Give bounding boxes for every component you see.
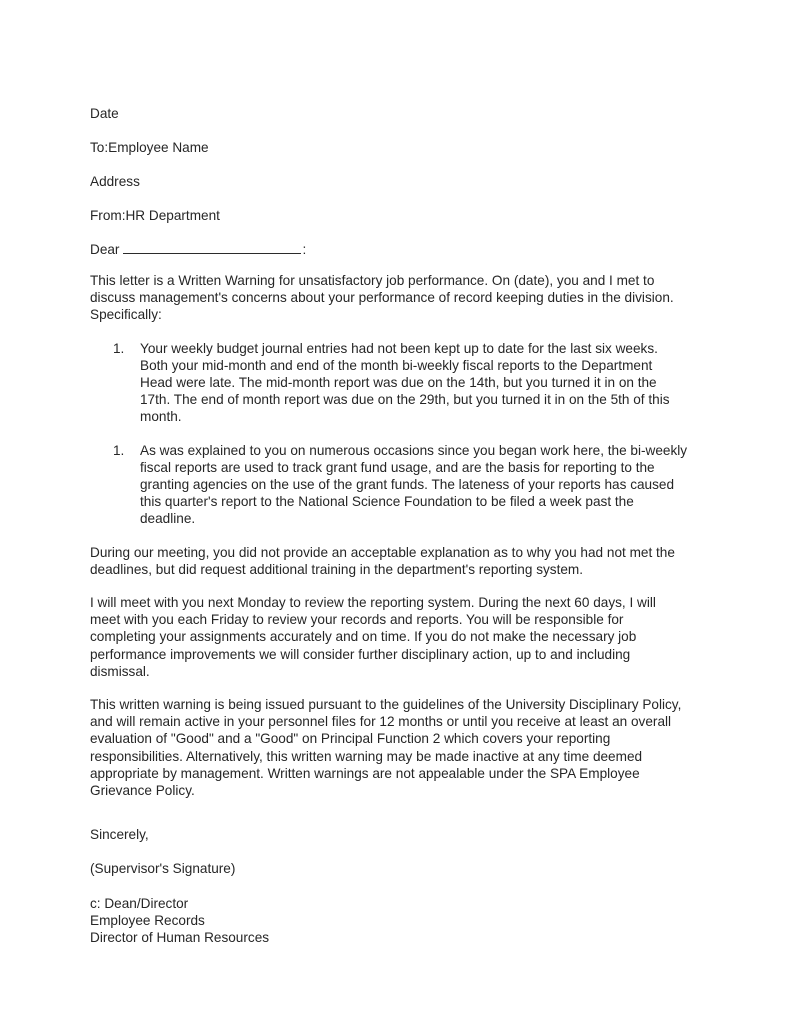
salutation-line	[90, 242, 688, 258]
numbered-list	[90, 340, 688, 528]
letter-header-block	[90, 106, 688, 224]
list-item-text: Your weekly budget journal entries had not been kept up to date for the last six weeks. Both your mid-month and end of the month bi-weekly fiscal reports to the Department Head were late. The mid-month report was due on the 14th, but you turned it in on the 17th. The end of month report was due on the 29th, but you turned it in on the 5th of this month.	[140, 340, 670, 425]
header-line-address: Address	[90, 174, 140, 189]
list-item	[90, 442, 688, 528]
header-line-date: Date	[90, 106, 119, 121]
cc-line-hr-director: Director of Human Resources	[90, 930, 270, 946]
signature-placeholder: (Supervisor's Signature)	[90, 861, 236, 877]
salutation-prefix: Dear	[90, 242, 120, 257]
cc-block	[90, 895, 688, 946]
salutation-blank-rule	[123, 242, 301, 254]
list-item-marker: 1.	[113, 340, 125, 356]
cc-line-dean-director: c: Dean/Director	[90, 896, 189, 912]
paragraph-meeting-explanation: During our meeting, you did not provide an acceptable explanation as to why you had not met the deadlines, but did request additional training in the department's reporting system.	[90, 544, 675, 577]
list-item-marker: 1.	[113, 442, 125, 458]
letter-body	[90, 106, 688, 946]
paragraph-policy-terms: This written warning is being issued pursuant to the guidelines of the University Disciplinary Policy, and will remain active in your personnel files for 12 months or until you receive at least an overall evaluation of "Good" and a "Good" on Principal Function 2 which covers your reporting responsibilities. Alternatively, this written warning may be made inactive at any time deemed appropriate by management. Written warnings are not appealable under the SPA Employee Grievance Policy.	[90, 697, 682, 799]
list-item	[90, 340, 688, 426]
header-line-sender: From:HR Department	[90, 208, 220, 223]
closing-spacer	[90, 811, 688, 827]
list-item-text: As was explained to you on numerous occasions since you began work here, the bi-weekly fiscal reports are used to track grant fund usage, and are the basis for reporting to the granting agencies on the use of the grant funds. The lateness of your reports has caused this quarter's report to the National Science Foundation to be filed a week past the deadline.	[140, 442, 688, 527]
intro-paragraph: This letter is a Written Warning for unsatisfactory job performance. On (date), you and I met to discuss management's concerns about your performance of record keeping duties in the division. Specifically:	[90, 273, 674, 323]
cc-line-employee-records: Employee Records	[90, 913, 205, 929]
salutation-suffix: :	[302, 242, 307, 257]
header-line-recipient: To:Employee Name	[90, 140, 209, 155]
paragraph-followup-plan: I will meet with you next Monday to review the reporting system. During the next 60 days, I will meet with you each Friday to review your records and reports. You will be responsible for completing your assignments accurately and on time. If you do not make the necessary job performance improvements we will consider further disciplinary action, up to and including dismissal.	[90, 595, 656, 679]
closing-salutation: Sincerely,	[90, 827, 149, 843]
